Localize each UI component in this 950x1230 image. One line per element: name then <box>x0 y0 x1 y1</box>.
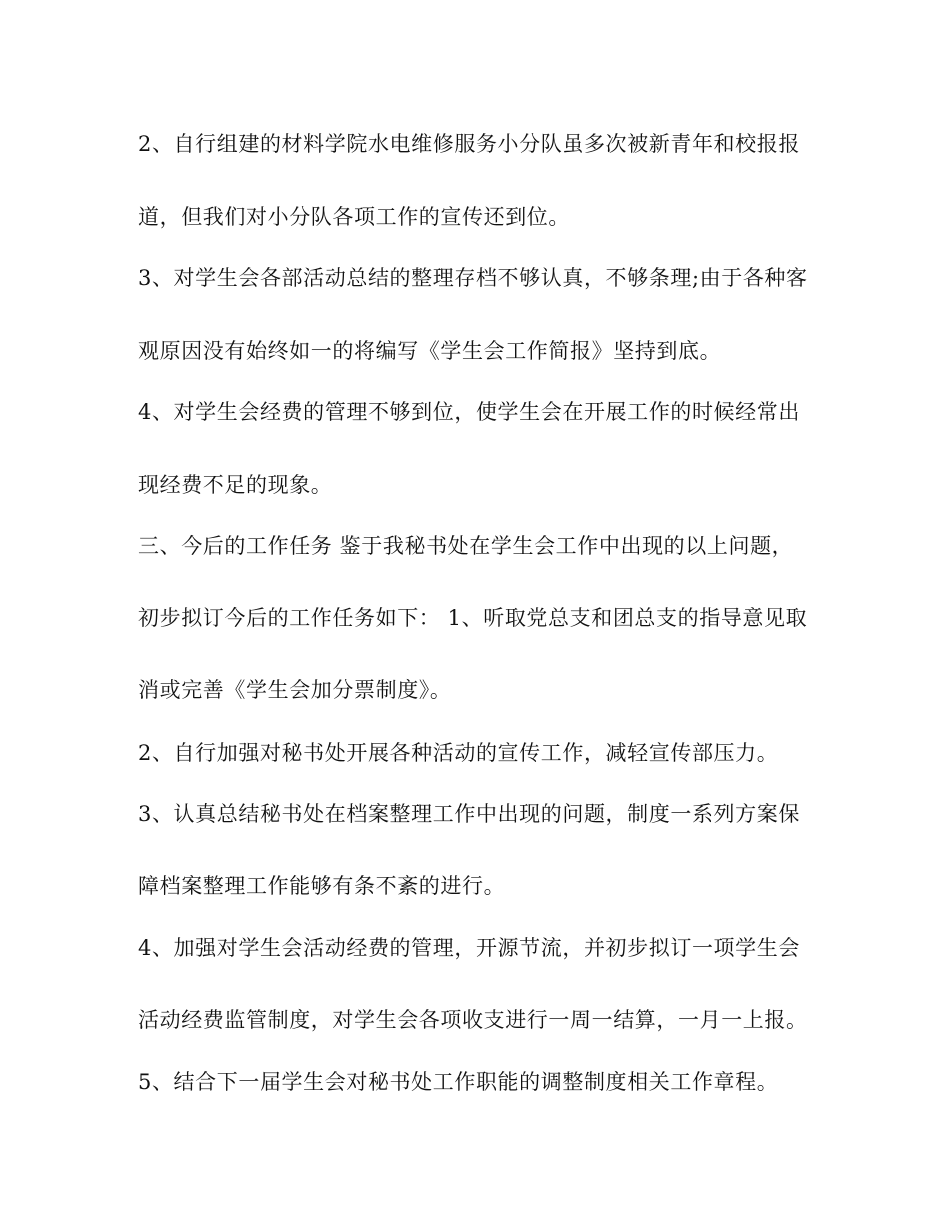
paragraph-line: 道，但我们对小分队各项工作的宣传还到位。 <box>138 205 570 229</box>
paragraph-line: 初步拟订今后的工作任务如下： 1、听取党总支和团总支的指导意见取 <box>138 606 808 630</box>
paragraph-line: 消或完善《学生会加分票制度》。 <box>138 678 452 702</box>
paragraph-line: 障档案整理工作能够有条不紊的进行。 <box>138 874 506 898</box>
paragraph-line: 现经费不足的现象。 <box>138 473 333 497</box>
paragraph-line: 3、对学生会各部活动总结的整理存档不够认真，不够条理;由于各种客 <box>138 266 808 290</box>
paragraph-line: 活动经费监管制度，对学生会各项收支进行一周一结算，一月一上报。 <box>138 1008 808 1032</box>
paragraph-line: 4、加强对学生会活动经费的管理，开源节流，并初步拟订一项学生会 <box>138 936 800 960</box>
paragraph-line: 2、自行组建的材料学院水电维修服务小分队虽多次被新青年和校报报 <box>138 132 800 156</box>
paragraph-line: 2、自行加强对秘书处开展各种活动的宣传工作，减轻宣传部压力。 <box>138 741 779 765</box>
section-heading-line: 三、今后的工作任务 鉴于我秘书处在学生会工作中出现的以上问题， <box>138 534 794 558</box>
paragraph-line: 观原因没有始终如一的将编写《学生会工作简报》坚持到底。 <box>138 339 722 363</box>
paragraph-line: 3、认真总结秘书处在档案整理工作中出现的问题，制度一系列方案保 <box>138 802 800 826</box>
paragraph-line: 5、结合下一届学生会对秘书处工作职能的调整制度相关工作章程。 <box>138 1070 779 1094</box>
paragraph-line: 4、对学生会经费的管理不够到位，使学生会在开展工作的时候经常出 <box>138 400 800 424</box>
